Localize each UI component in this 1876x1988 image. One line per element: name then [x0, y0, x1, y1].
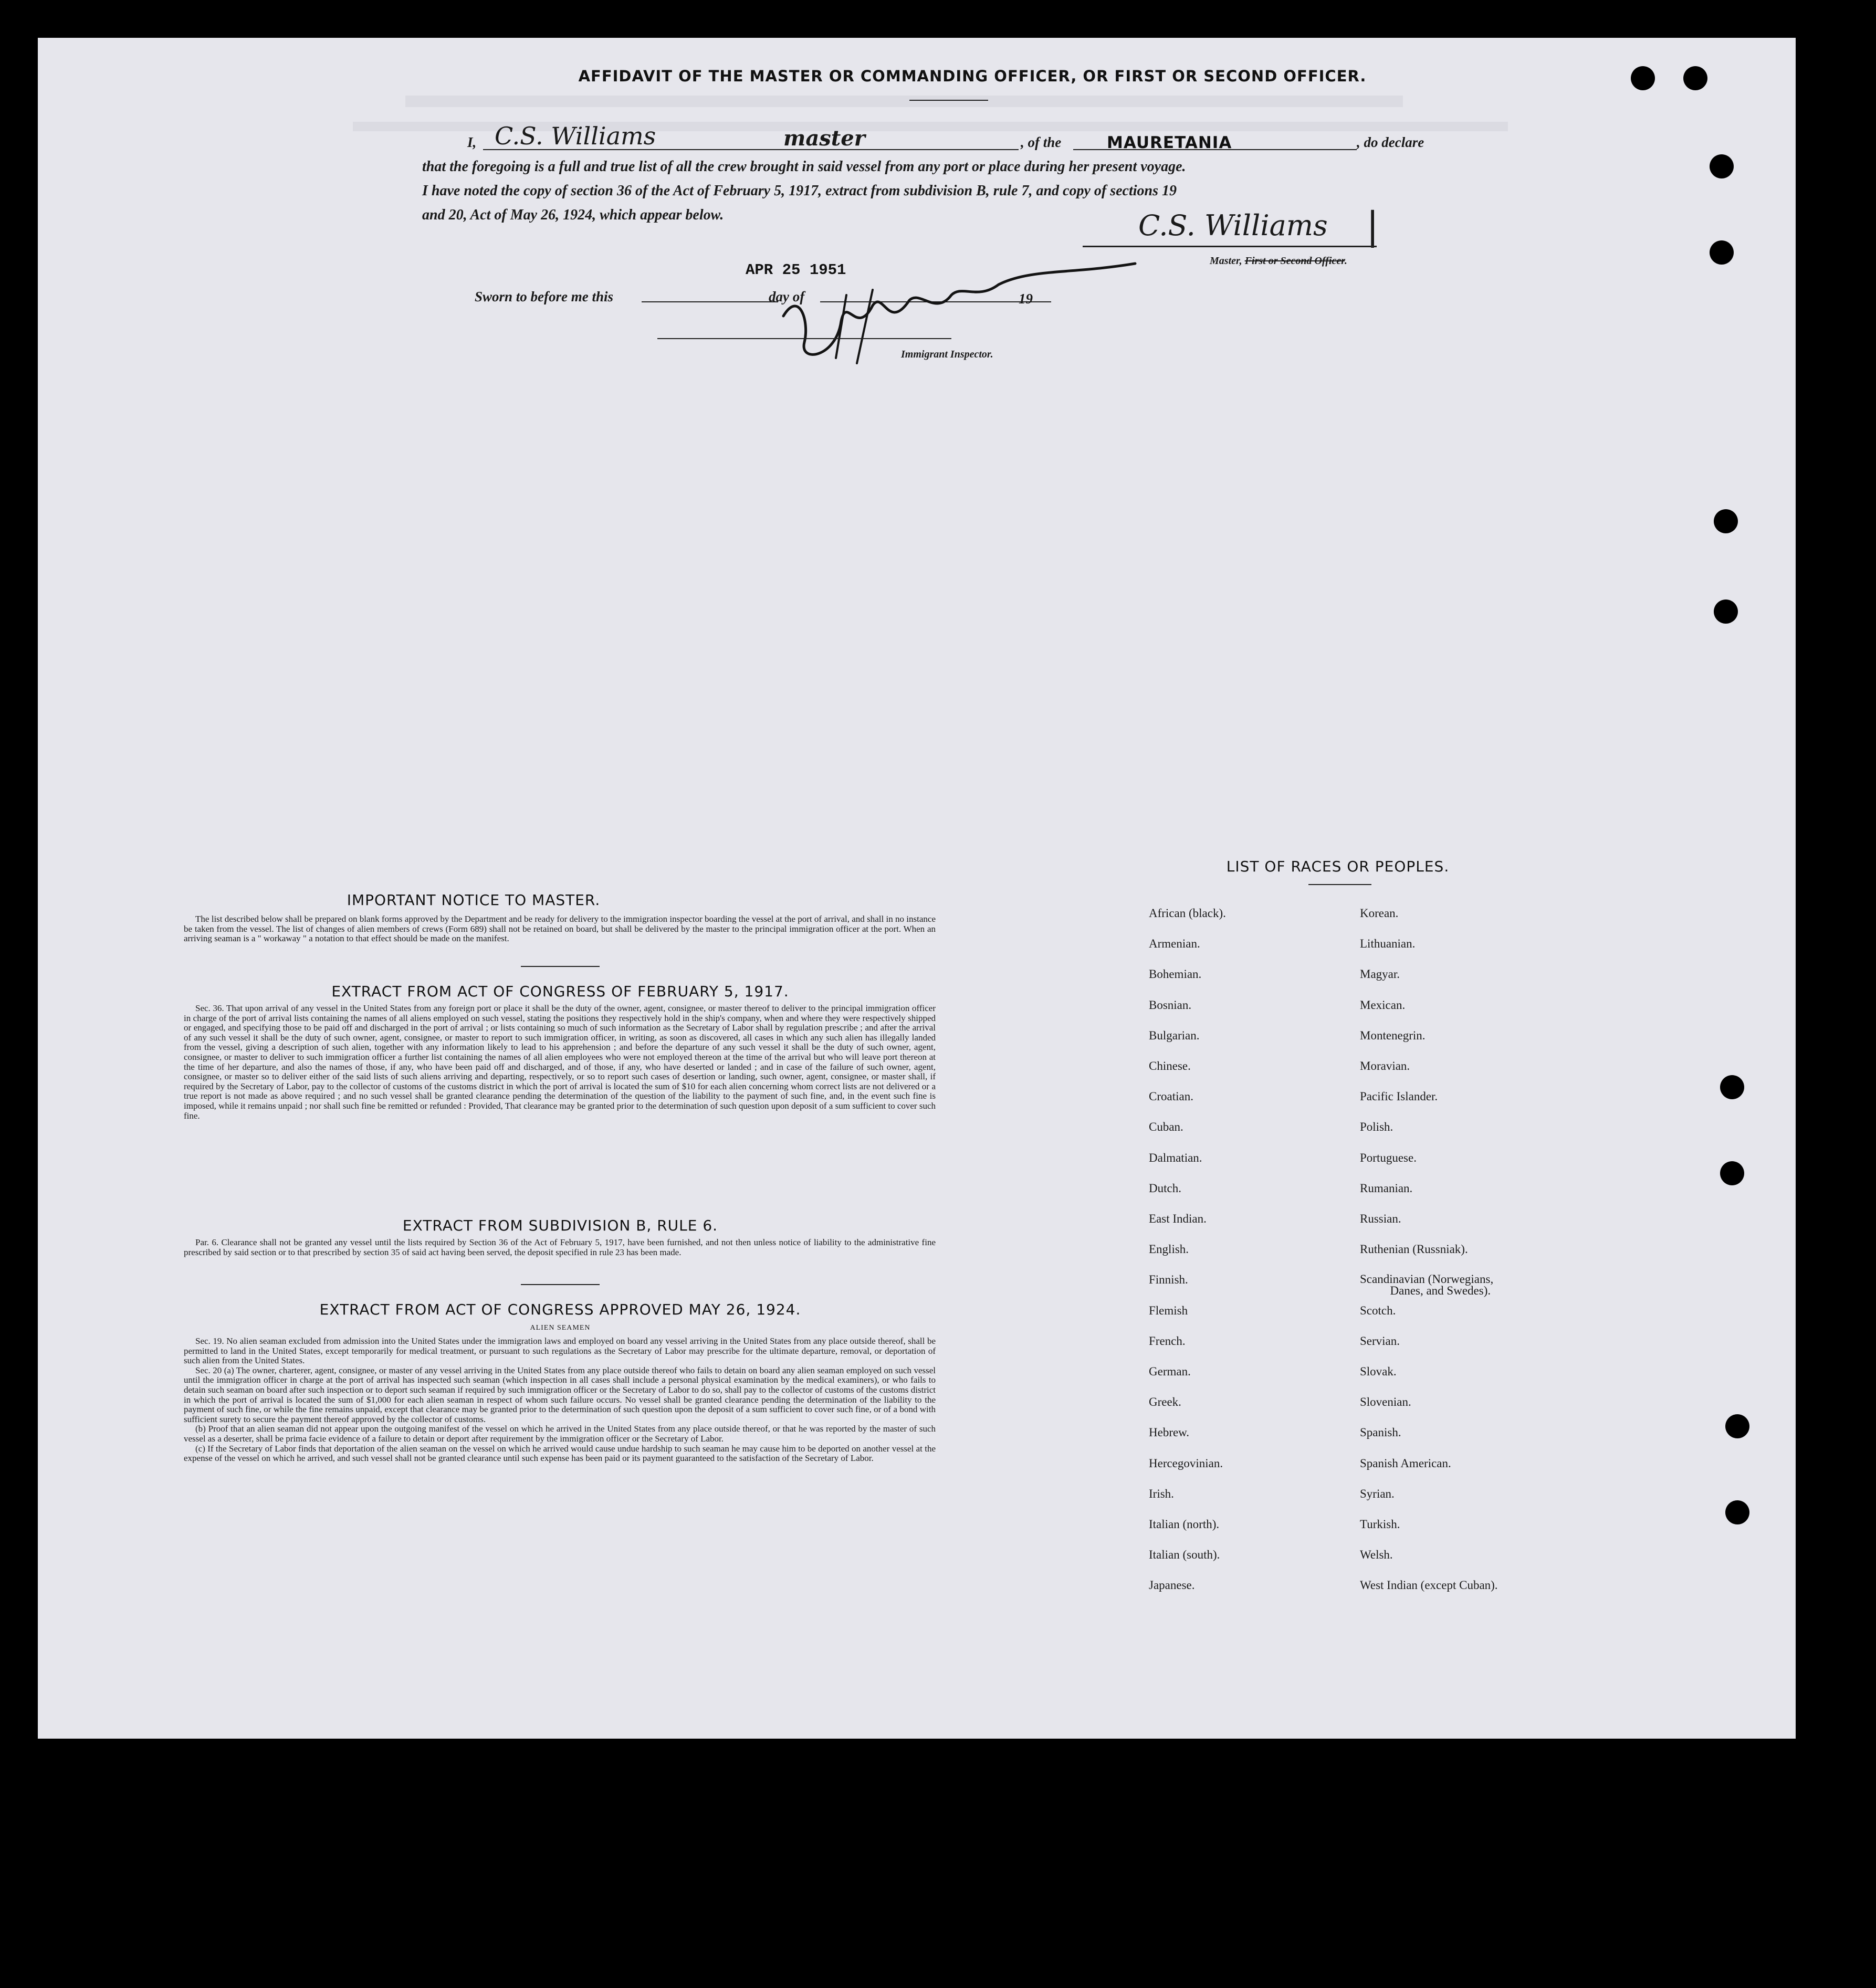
race-item: Lithuanian. — [1360, 937, 1416, 951]
day-of-text: day of — [769, 289, 805, 304]
race-item: Polish. — [1360, 1120, 1393, 1134]
race-item: Bohemian. — [1149, 967, 1202, 981]
race-item: Finnish. — [1149, 1273, 1188, 1287]
notice-title: IMPORTANT NOTICE TO MASTER. — [347, 891, 601, 909]
race-item: German. — [1149, 1365, 1191, 1378]
extract-rule6-text: Par. 6. Clearance shall not be granted any vessel until the lists required by Section 36 of the Act of February 5, 1917, have been furnished, and not then unless notice of liability to the administrative fine prescribed by said section or to that prescribed by section 35 of said act having been served, the deposit specified in rule 23 has been made. — [184, 1237, 936, 1257]
signature-label: Master, First or Second Officer. — [1210, 255, 1347, 267]
divider — [521, 1284, 600, 1285]
race-item: Dalmatian. — [1149, 1151, 1202, 1164]
punch-hole — [1725, 1414, 1749, 1438]
punch-hole — [1714, 509, 1738, 533]
race-item: Rumanian. — [1360, 1181, 1413, 1195]
day-underline — [642, 301, 778, 302]
punch-hole — [1725, 1500, 1749, 1524]
notice-text: The list described below shall be prepared on blank forms approved by the Department and be ready for delivery to the immigration inspector boarding the vessel at the port of arrival, and shall in no instance be taken from the vessel. The list of changes of alien members of crews (Form 689) shall not be retained on board, but shall be delivered by the master to the principal immigration officer at the port. When an arriving seaman is a " workaway " a notation to that effect should be made on the manifest. — [184, 914, 936, 944]
race-item: French. — [1149, 1334, 1186, 1348]
inspector-underline — [657, 338, 951, 339]
race-item: Slovak. — [1360, 1365, 1397, 1378]
race-item: Greek. — [1149, 1395, 1181, 1409]
divider — [521, 966, 600, 967]
bleed-through-mark — [405, 96, 1403, 107]
race-item: Montenegrin. — [1360, 1028, 1426, 1042]
rank-handwritten: master — [783, 126, 865, 151]
race-item: West Indian (except Cuban). — [1360, 1579, 1498, 1592]
race-item: Russian. — [1360, 1212, 1401, 1225]
signature-underline — [1083, 246, 1377, 247]
punch-hole — [1720, 1161, 1744, 1185]
race-item: Ruthenian (Russniak). — [1360, 1243, 1468, 1256]
punch-hole — [1683, 66, 1707, 90]
race-item: Dutch. — [1149, 1181, 1181, 1195]
race-item: Welsh. — [1360, 1548, 1393, 1562]
race-item: Hebrew. — [1149, 1426, 1190, 1439]
race-item: Portuguese. — [1360, 1151, 1417, 1164]
race-item: Italian (north). — [1149, 1518, 1220, 1531]
vessel-name: MAURETANIA — [1107, 133, 1232, 152]
race-item: Turkish. — [1360, 1518, 1400, 1531]
race-item: African (black). — [1149, 907, 1226, 920]
extract-1924-title: EXTRACT FROM ACT OF CONGRESS APPROVED MAY 26, 1924. — [319, 1301, 801, 1318]
race-item: Spanish. — [1360, 1426, 1401, 1439]
race-item: English. — [1149, 1243, 1189, 1256]
extract-1917-title: EXTRACT FROM ACT OF CONGRESS OF FEBRUARY 5, 1917. — [331, 983, 789, 1000]
race-item: Spanish American. — [1360, 1456, 1451, 1470]
affidavit-body-line: and 20, Act of May 26, 1924, which appear below. — [422, 207, 724, 223]
affidavit-of-the: , of the — [1021, 134, 1062, 150]
punch-hole — [1714, 599, 1738, 624]
race-item: Japanese. — [1149, 1579, 1195, 1592]
master-signature: C.S. Williams — [1138, 209, 1328, 242]
received-date-stamp: APR 25 1951 — [746, 261, 846, 279]
race-item: Syrian. — [1360, 1487, 1395, 1500]
race-item: Bulgarian. — [1149, 1028, 1200, 1042]
inspector-label: Immigrant Inspector. — [901, 349, 993, 360]
race-item: Cuban. — [1149, 1120, 1183, 1134]
name-underline — [483, 149, 1019, 150]
race-item: Scotch. — [1360, 1303, 1396, 1317]
race-item: Pacific Islander. — [1360, 1090, 1438, 1103]
race-item: Flemish — [1149, 1303, 1188, 1317]
race-item: Croatian. — [1149, 1090, 1193, 1103]
affidavit-do-declare: , do declare — [1357, 134, 1424, 150]
sworn-text: Sworn to before me this — [475, 289, 614, 304]
race-item: Scandinavian (Norwegians, Danes, and Swedes). — [1360, 1272, 1494, 1298]
extract-1924-text: Sec. 19. No alien seaman excluded from admission into the United States under the immigration laws and employed on board any vessel arriving in the United States from any place outside thereof, shall be permitted to land in the United States, except temporarily for medical treatment, or pursuant to such regulations as the Secretary of Labor may prescribe for the ultimate departure, removal, or deportation of such alien from the United States. Sec. 20 (a) The owner, charterer, agent, consignee, or master of any vessel arriving in the United States from any place outside thereof who fails to detain on board any alien seaman employed on such vessel until the immigration officer in charge at the port of arrival has inspected such seaman (which inspection in all cases shall include a personal physical examination by the medical examiners), or who fails to detain such seaman on board after such inspection or to deport such seaman if required by such immigration officer or the Secretary of Labor to do so, shall pay to the collector of customs of the customs district in which the port of arrival is located the sum of $1,000 for each alien seaman in respect of whom such failure occurs. No vessel shall be granted clearance pending the determination of the liability to the payment of such fine, or while the fine remains unpaid, except that clearance may be granted prior to the determination of such question upon the deposit of a sum sufficient to cover such fine, or of a bond with sufficient surety to secure the payment thereof approved by the collector of customs. (b) Proof that an alien seaman did not appear upon the outgoing manifest of the vessel on which he arrived in the United States from any place outside thereof, or that he was reported by the master of such vessel as a deserter, shall be prima facie evidence of a failure to detain or deport after requirement by the immigration officer or the Secretary of Labor. (c) If the Secretary of Labor finds that deportation of the alien seaman on the vessel on which he arrived would cause undue hardship to such seaman he may cause him to be deported on another vessel at the expense of the vessel on which he arrived, and such vessel shall not be granted clearance until such expense has been paid or its payment guaranteed to the satisfaction of the Secretary of Labor. — [184, 1336, 936, 1464]
extract-1924-subtitle: ALIEN SEAMEN — [530, 1324, 591, 1332]
affidavit-title: AFFIDAVIT OF THE MASTER OR COMMANDING OFFICER, OR FIRST OR SECOND OFFICER. — [578, 67, 1367, 85]
document-page — [38, 38, 1796, 1739]
race-item: East Indian. — [1149, 1212, 1207, 1225]
race-item: Chinese. — [1149, 1059, 1191, 1072]
punch-hole — [1720, 1075, 1744, 1099]
race-item: Moravian. — [1360, 1059, 1410, 1072]
punch-hole — [1631, 66, 1655, 90]
extract-rule6-title: EXTRACT FROM SUBDIVISION B, RULE 6. — [402, 1217, 718, 1234]
race-item: Servian. — [1360, 1334, 1400, 1348]
year-text: 19 — [1019, 291, 1033, 307]
race-item: Slovenian. — [1360, 1395, 1411, 1409]
race-item: Armenian. — [1149, 937, 1200, 951]
affidavit-i-prefix: I, — [467, 134, 477, 150]
race-item: Irish. — [1149, 1487, 1174, 1500]
master-name-handwritten: C.S. Williams — [495, 122, 656, 150]
affidavit-body-line: I have noted the copy of section 36 of the Act of February 5, 1917, extract from subdivision B, rule 7, and copy of sections 19 — [422, 183, 1177, 199]
race-item: Magyar. — [1360, 967, 1400, 981]
race-item: Mexican. — [1360, 998, 1406, 1012]
divider — [1308, 884, 1371, 885]
races-title: LIST OF RACES OR PEOPLES. — [1226, 858, 1450, 875]
divider — [909, 100, 988, 101]
race-item: Korean. — [1360, 907, 1399, 920]
race-item: Bosnian. — [1149, 998, 1192, 1012]
race-item: Italian (south). — [1149, 1548, 1220, 1562]
signature-stroke: | — [1366, 204, 1379, 248]
extract-1917-text: Sec. 36. That upon arrival of any vessel in the United States from any foreign port or place it shall be the duty of the owner, agent, consignee, or master thereof to deliver to the principal immigration officer in charge of the port of arrival lists containing the names of all aliens employed on such vessel, stating the positions they respectively hold in the ship's company, when and where they were respectively shipped or engaged, and specifying those to be paid off and discharged in the port of arrival ; or lists containing so much of such information as the Secretary of Labor shall by regulation prescribe ; and after the arrival of any such vessel it shall be the duty of such owner, agent, consignee, or master to report to such immigration officer, in writing, as soon as discovered, all cases in which any such alien has illegally landed from the vessel, giving a description of such alien, together with any information likely to lead to his apprehension ; and before the departure of any such vessel it shall be the duty of such owner, agent, consignee, or master to deliver to such immigration officer a further list containing the names of all alien employees who were not employed thereon at the time of the arrival but who will leave port thereon at the time of her departure, and also the names of those, if any, who have been paid off and discharged, and of those, if any, who have deserted or landed ; and in case of the failure of such owner, agent, consignee, or master so to deliver either of the said lists of such aliens arriving and departing, respectively, or so to report such cases of desertion or landing, such owner, agent, consignee, or master shall, if required by the Secretary of Labor, pay to the collector of customs of the customs district in which the port of arrival is located the sum of $10 for each alien concerning whom correct lists are not delivered or a true report is not made as above required ; and no such vessel shall be granted clearance pending the determination of the question of the liability to the payment of such fine, and, in the event such fine is imposed, while it remains unpaid ; nor shall such fine be remitted or refunded : Provided, That clearance may be granted prior to the determination of such question upon deposit of a sum sufficient to cover such fine. — [184, 1003, 936, 1121]
affidavit-body-line: that the foregoing is a full and true list of all the crew brought in said vessel from any port or place during her present voyage. — [422, 159, 1186, 175]
punch-hole — [1710, 240, 1734, 265]
punch-hole — [1710, 154, 1734, 178]
race-item: Hercegovinian. — [1149, 1456, 1223, 1470]
vessel-underline — [1073, 149, 1357, 150]
